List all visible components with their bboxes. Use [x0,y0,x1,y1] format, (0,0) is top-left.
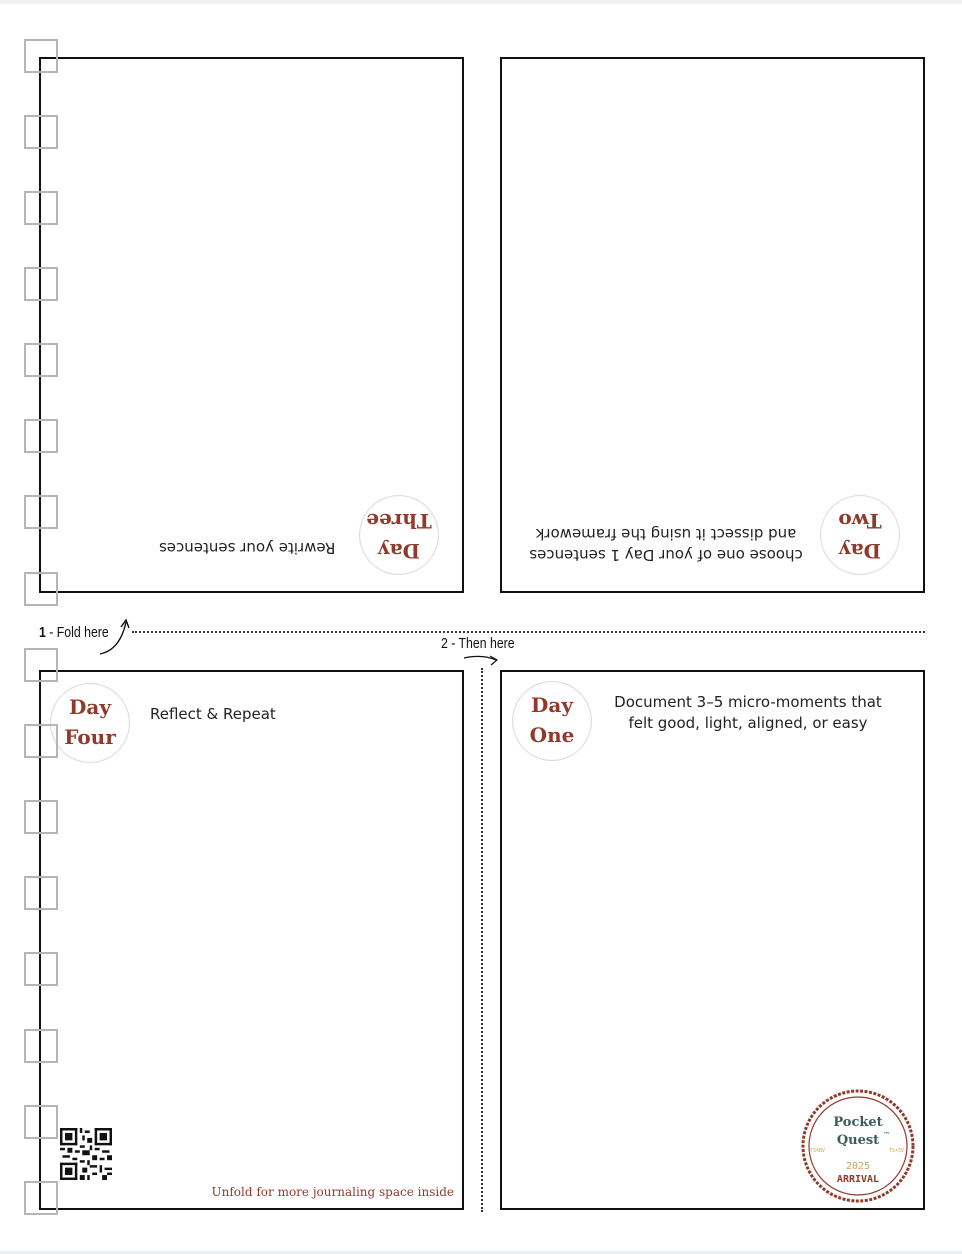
panel-day-two [500,57,925,593]
binding-ring [24,800,58,834]
day-four-number: Four [64,725,116,749]
binding-ring [24,876,58,910]
fold-label-second: 2 - Then here [441,635,515,652]
binding-ring [24,648,58,682]
qr-code-icon [60,1128,112,1180]
stamp-tm: ™ [883,1131,890,1139]
day-two-prompt-line1: choose one of your Day 1 sentences [529,546,803,564]
stamp-year: 2025 [845,1161,871,1172]
binding-ring [24,343,58,377]
day-two-word: Day [839,539,881,563]
day-one-prompt [598,692,898,734]
binding-ring [24,495,58,529]
stamp-line2: Quest [836,1133,880,1148]
binding-ring [24,1105,58,1139]
binding-ring [24,572,58,606]
fold-line-vertical [481,668,483,1212]
binding-ring [24,952,58,986]
binding-ring [24,39,58,73]
stamp-line1: Pocket [833,1115,883,1130]
day-three-prompt: Rewrite your sentences [159,539,336,557]
fold-first-number: 1 [39,624,46,641]
day-four-word: Day [69,695,111,719]
stamp-right-tag: TS+3V [889,1148,905,1154]
binding-ring [24,1181,58,1215]
day-two-prompt-line2: and dissect it using the framework [535,525,797,543]
day-one-word: Day [531,693,573,717]
stamp-word: ARRIVAL [836,1174,880,1185]
day-two-prompt [524,523,808,565]
day-two-badge [820,495,900,575]
day-one-prompt-line1: Document 3–5 micro-moments that [614,693,882,711]
fold-line-horizontal [132,631,925,633]
day-three-word: Day [378,539,420,563]
day-four-prompt: Reflect & Repeat [150,705,276,723]
stamp-left-tag: TS4BV [810,1148,826,1154]
binding-ring [24,191,58,225]
binding-ring [24,115,58,149]
panel-day-three [39,57,464,593]
day-two-number: Two [838,509,882,533]
top-edge [0,0,962,4]
fold-arrow-right-icon [462,652,502,672]
day-three-number: Three [366,509,432,533]
fold-first-text: - Fold here [45,624,109,641]
day-one-badge [512,681,592,761]
day-three-badge [359,495,439,575]
fold-arrow-icon [96,616,136,656]
binding-ring [24,724,58,758]
day-one-number: One [529,723,575,747]
day-one-prompt-line2: felt good, light, aligned, or easy [628,714,868,732]
unfold-note: Unfold for more journaling space inside [211,1185,454,1199]
binding-ring [24,419,58,453]
binding-ring [24,1029,58,1063]
binding-ring [24,267,58,301]
day-four-badge [50,683,130,763]
pocket-quest-stamp-logo [800,1088,916,1204]
